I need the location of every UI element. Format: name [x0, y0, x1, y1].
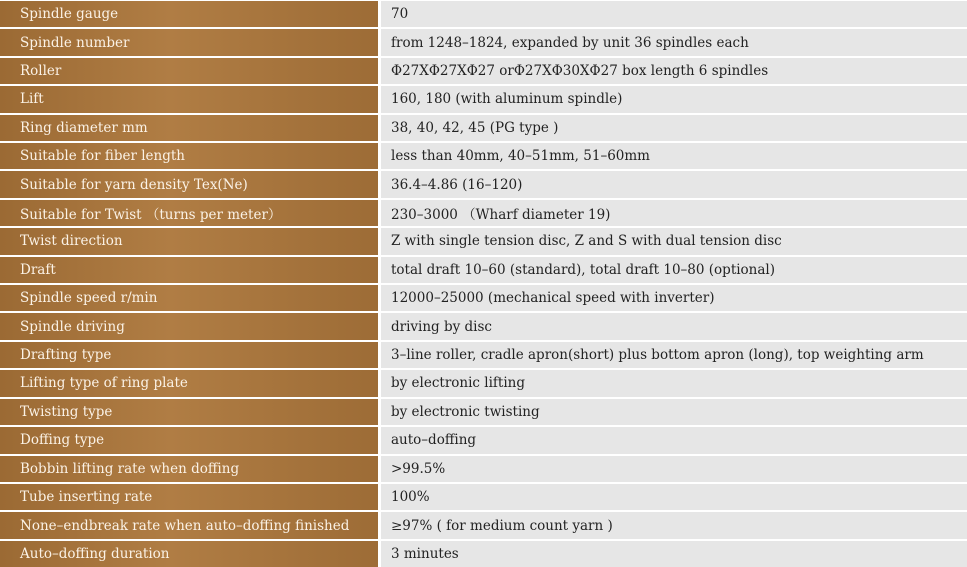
spec-value: 3–line roller, cradle apron(short) plus bottom apron (long), top weighting arm [381, 342, 967, 368]
spec-value: ≥97% ( for medium count yarn ) [381, 512, 967, 538]
table-row [0, 399, 967, 425]
spec-value: driving by disc [381, 313, 967, 339]
table-row [0, 285, 967, 311]
spec-value: less than 40mm, 40–51mm, 51–60mm [381, 143, 967, 169]
spec-label: Suitable for fiber length [0, 143, 378, 169]
table-row [0, 171, 967, 197]
spec-value: Φ27XΦ27XΦ27 orΦ27XΦ30XΦ27 box length 6 spindles [381, 58, 967, 84]
spec-label: Roller [0, 58, 378, 84]
spec-value: by electronic lifting [381, 370, 967, 396]
spec-label: None–endbreak rate when auto–doffing finished [0, 512, 378, 538]
spec-label: Suitable for yarn density Tex(Ne) [0, 171, 378, 197]
table-row [0, 1, 967, 27]
spec-label: Tube inserting rate [0, 484, 378, 510]
table-row [0, 86, 967, 112]
table-row [0, 512, 967, 538]
spec-value: 100% [381, 484, 967, 510]
table-row [0, 370, 967, 396]
spec-label: Spindle driving [0, 313, 378, 339]
spec-label: Twisting type [0, 399, 378, 425]
table-row [0, 200, 967, 226]
table-row [0, 456, 967, 482]
table-row [0, 58, 967, 84]
table-row [0, 342, 967, 368]
spec-label: Lifting type of ring plate [0, 370, 378, 396]
spec-value: total draft 10–60 (standard), total draft 10–80 (optional) [381, 257, 967, 283]
table-row [0, 143, 967, 169]
spec-label: Drafting type [0, 342, 378, 368]
table-row [0, 228, 967, 254]
spec-value: auto–doffing [381, 427, 967, 453]
table-row [0, 427, 967, 453]
spec-label: Ring diameter mm [0, 115, 378, 141]
spec-label: Twist direction [0, 228, 378, 254]
table-row [0, 541, 967, 567]
spec-label: Draft [0, 257, 378, 283]
spec-value: 3 minutes [381, 541, 967, 567]
spec-value: 38, 40, 42, 45 (PG type ) [381, 115, 967, 141]
spec-label: Lift [0, 86, 378, 112]
spec-label: Doffing type [0, 427, 378, 453]
spec-value: 160, 180 (with aluminum spindle) [381, 86, 967, 112]
spec-value: 230–3000 （Wharf diameter 19) [381, 200, 967, 226]
spec-label: Suitable for Twist （turns per meter） [0, 200, 378, 226]
spec-label: Spindle speed r/min [0, 285, 378, 311]
spec-value: 36.4–4.86 (16–120) [381, 171, 967, 197]
spec-label: Auto–doffing duration [0, 541, 378, 567]
spec-label: Spindle gauge [0, 1, 378, 27]
spec-value: 12000–25000 (mechanical speed with inverter) [381, 285, 967, 311]
spec-label: Bobbin lifting rate when doffing [0, 456, 378, 482]
table-row [0, 484, 967, 510]
table-row [0, 29, 967, 55]
spec-value: 70 [381, 1, 967, 27]
spec-value: from 1248–1824, expanded by unit 36 spindles each [381, 29, 967, 55]
table-row [0, 313, 967, 339]
table-row [0, 115, 967, 141]
table-row [0, 257, 967, 283]
spec-value: Z with single tension disc, Z and S with dual tension disc [381, 228, 967, 254]
spec-value: by electronic twisting [381, 399, 967, 425]
spec-value: >99.5% [381, 456, 967, 482]
spec-label: Spindle number [0, 29, 378, 55]
